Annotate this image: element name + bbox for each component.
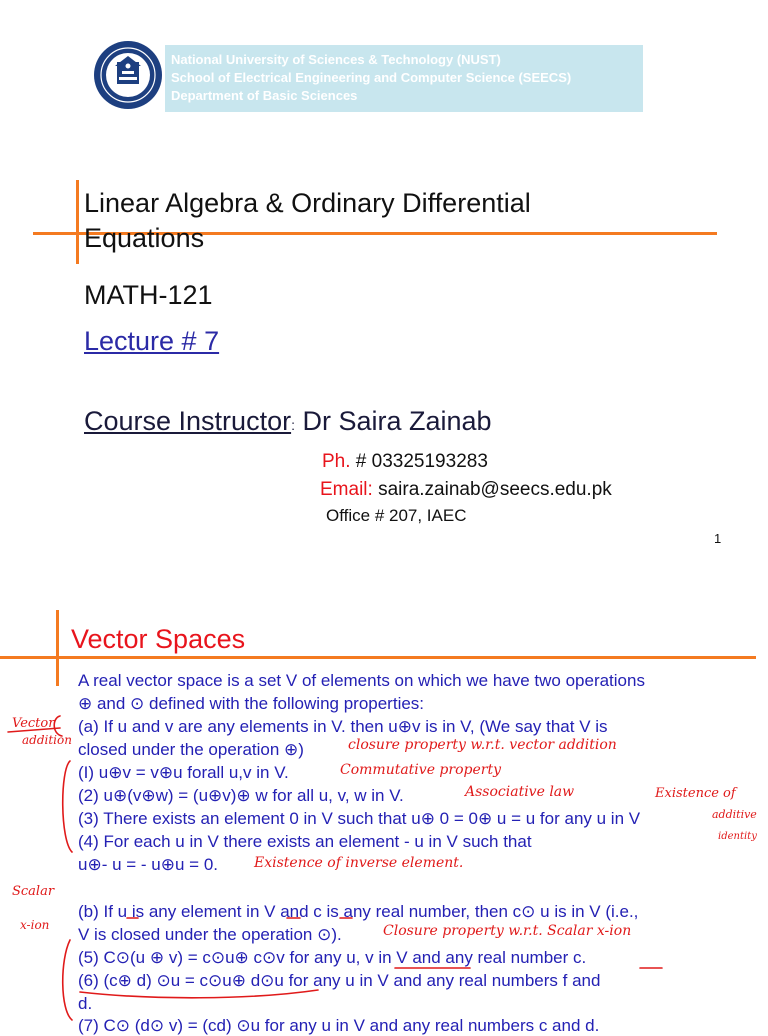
note-scalar: Scalar: [12, 884, 55, 899]
note-inverse: Existence of inverse element.: [254, 855, 464, 871]
property-6-cont: d.: [78, 994, 93, 1013]
school-name: School of Electrical Engineering and Computer Science (SEECS): [171, 70, 572, 85]
department-name: Department of Basic Sciences: [171, 88, 358, 103]
course-code: MATH-121: [84, 280, 213, 310]
instructor-line: [84, 406, 492, 437]
lecture-link[interactable]: Lecture # 7: [84, 326, 220, 356]
phone-line: [322, 451, 488, 473]
property-a-cont: closed under the operation ⊕): [78, 740, 304, 759]
email-label: Email:: [320, 479, 373, 500]
instructor-name: Dr Saira Zainab: [294, 406, 492, 436]
bracket-mark: [54, 716, 62, 736]
definition-line: A real vector space is a set V of elements on which we have two operations: [78, 671, 645, 690]
instructor-colon: :: [291, 417, 295, 433]
email-value: saira.zainab@seecs.edu.pk: [372, 479, 612, 500]
office-line: Office # 207, IAEC: [326, 506, 467, 525]
institution-banner: [165, 45, 643, 112]
phone-label: Ph.: [322, 451, 351, 472]
property-4-cont: u⊕- u = - u⊕u = 0.: [78, 855, 219, 874]
instructor-label: Course Instructor: [84, 406, 292, 436]
page-number: 1: [714, 531, 722, 546]
bracket-mark: [63, 940, 72, 1020]
property-6: (6) (c⊕ d) ⊙u = c⊙u⊕ d⊙u for any u in V and any real numbers f and: [78, 971, 601, 990]
university-name: National University of Sciences & Technology (NUST): [171, 52, 501, 67]
property-1: (I) u⊕v = v⊕u forall u,v in V.: [78, 763, 289, 782]
phone-value: # 03325193283: [350, 451, 488, 472]
property-4: (4) For each u in V there exists an element - u in V such that: [78, 832, 532, 851]
note-additive: additive: [712, 808, 757, 821]
property-7: (7) C⊙ (d⊙ v) = (cd) ⊙u for any u in V and any real numbers c and d.: [78, 1016, 600, 1035]
property-2: (2) u⊕(v⊕w) = (u⊕v)⊕ w for all u, v, w in V.: [78, 786, 404, 805]
accent-vertical-line: [76, 180, 79, 264]
note-associative: Associative law: [465, 784, 575, 800]
accent-horizontal-line-2: [0, 656, 756, 659]
note-vector: Vector: [12, 716, 55, 731]
note-closure-scalar: Closure property w.r.t. Scalar x-ion: [383, 923, 632, 939]
property-b-cont: V is closed under the operation ⊙).: [78, 925, 342, 944]
note-addition: addition: [22, 733, 72, 747]
nust-seal-icon: [93, 40, 163, 110]
note-existence-of: Existence of: [655, 786, 736, 801]
course-title: Linear Algebra & Ordinary Differential Equations: [84, 188, 531, 253]
note-x-ion: x-ion: [20, 918, 50, 932]
handwritten-marks: [0, 660, 768, 1024]
note-identity: identity: [718, 831, 757, 842]
note-closure-addition: closure property w.r.t. vector addition: [348, 737, 617, 753]
pointer-mark: [8, 728, 60, 732]
note-commutative: Commutative property: [340, 762, 501, 778]
underline-mark: [80, 990, 318, 998]
property-3: (3) There exists an element 0 in V such that u⊕ 0 = 0⊕ u = u for any u in V: [78, 809, 641, 828]
email-line: [320, 479, 612, 501]
slide-title: Vector Spaces: [71, 624, 246, 654]
property-b: (b) If u is any element in V and c is any real number, then c⊙ u is in V (i.e.,: [78, 902, 639, 921]
definition-line: ⊕ and ⊙ defined with the following properties:: [78, 694, 425, 713]
property-a: (a) If u and v are any elements in V. then u⊕v is in V, (We say that V is: [78, 717, 608, 736]
property-5: (5) C⊙(u ⊕ v) = c⊙u⊕ c⊙v for any u, v in V and any real number c.: [78, 948, 587, 967]
bracket-mark: [63, 761, 72, 852]
